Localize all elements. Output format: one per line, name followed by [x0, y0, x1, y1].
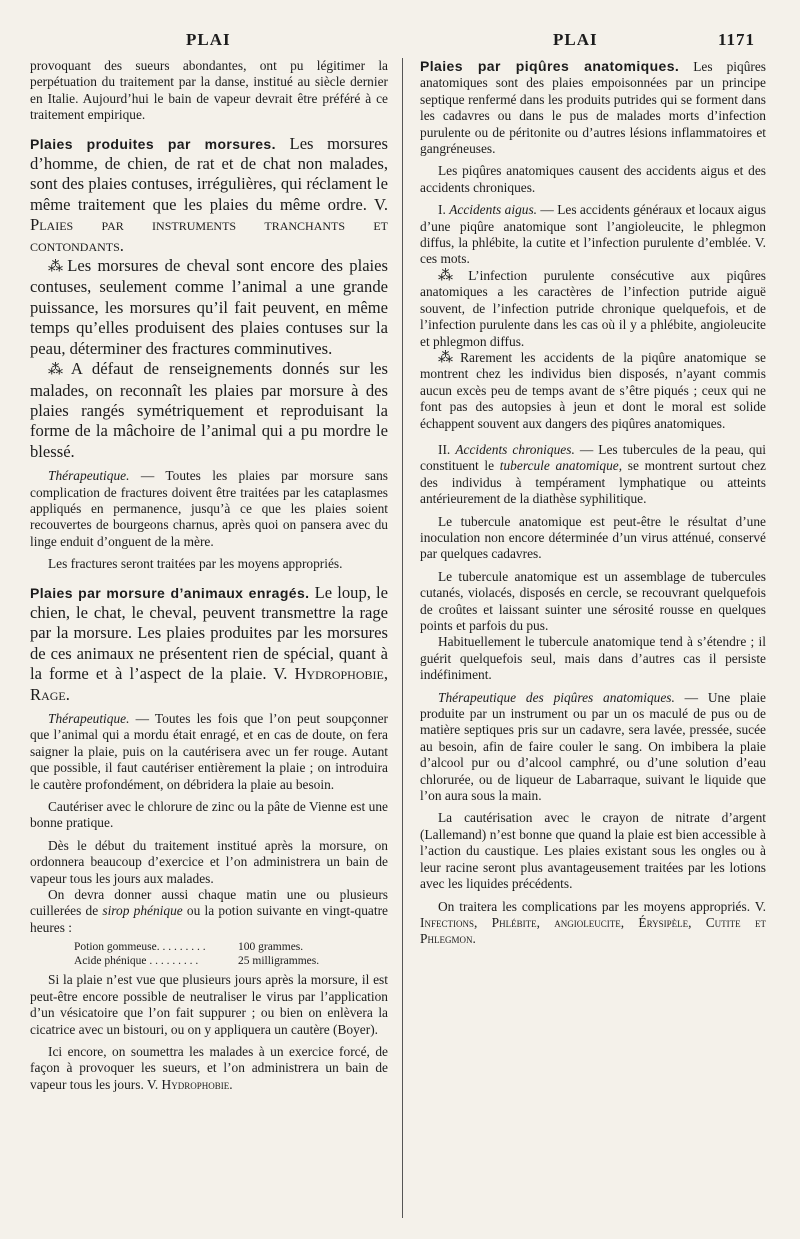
asterism-icon: ⁂	[48, 362, 67, 379]
therapeutique-block: Thérapeutique des piqûres anatomiques. — Une plaie produite par un instrument ou par un os maculé de pus ou de matière septiques pris sur un cadavre, sera lavée, pressée, sucée au besoin, afin de faire couler le sang. On imbibera la plaie d’alcool pur ou d’alcool camphré, ou d’une solution d’eau chlorurée, ou de liqueur de Labarraque, suivant le liquide que l’on aura sous la main.	[420, 689, 766, 804]
section-animaux-enrages	[30, 583, 388, 705]
paragraph: Habituellement le tubercule anatomique tend à s’étendre ; il guérit quelquefois seul, mais dans d’autres cas il persiste indéfiniment.	[420, 634, 766, 683]
left-column	[30, 58, 388, 1228]
therapeutique-label: Thérapeutique des piqûres anatomiques.	[438, 689, 675, 705]
accidents-chroniques: II. Accidents chroniques. — Les tubercules de la peau, qui constituent le tubercule anatomique, se montrent surtout chez des individus à tempérament lymphatique ou atteints antérieurement de la diathèse syphilitique.	[420, 441, 766, 507]
cross-reference: Hydrophobie.	[161, 1076, 233, 1092]
section-heading: Plaies par piqûres anatomiques.	[420, 58, 680, 74]
section-piqures	[420, 58, 766, 157]
therapeutique-block: Thérapeutique. — Toutes les plaies par morsure sans complication de fractures doivent être traitées par les cataplasmes appliqués en permanence, jusqu’à ce que les plaies soient recouvertes de bourgeons charnus, après quoi on pansera avec du linge enduit d’onguent de la mère.	[30, 468, 388, 549]
prescription-line: Potion gommeuse. . . . . . . . . 100 grammes.	[74, 941, 304, 954]
section-text: Les piqûres anatomiques sont des plaies empoisonnées par un principe septique renfermé dans les produits putrides qui se forment dans les cadavres ou dans le pus de malades morts d’infection purulente ou de péritonite ou d’autres lésions inflammatoires et gangréneuses.	[420, 59, 766, 157]
paragraph: provoquant des sueurs abondantes, ont pu légitimer la perpétuation du traitement par la danse, institué au siècle dernier en Italie. Aujourd’hui le bain de vapeur devrait être préféré à ce traitement empirique.	[30, 58, 388, 123]
subheading: Accidents chroniques.	[455, 441, 575, 457]
cross-reference: Infections, Phlébite, angioleucite, Érysipèle, Cutite et Phlegmon.	[420, 914, 766, 947]
section-text: Le loup, le chien, le chat, le cheval, peuvent transmettre la rage par la morsure. Les plaies produites par les morsures de ces animaux ne présentent rien de spécial, quant à la forme et à l’aspect de la plaie. V.	[30, 582, 388, 684]
prescription	[74, 940, 388, 968]
paragraph: On traitera les complications par les moyens appropriés. V. Infections, Phlébite, angioleucite, Érysipèle, Cutite et Phlegmon.	[420, 898, 766, 947]
therapeutique-label: Thérapeutique.	[48, 468, 130, 484]
paragraph: Ici encore, on soumettra les malades à un exercice forcé, de façon à provoquer les sueurs, et l’on administrera un bain de vapeur tous les jours. V. Hydrophobie.	[30, 1043, 388, 1092]
paragraph: Le tubercule anatomique est peut-être le résultat d’une inoculation non encore déterminée d’un virus atténué, conservé par quelques cadavres.	[420, 513, 766, 562]
running-header	[0, 30, 800, 52]
paragraph: ⁂ A défaut de renseignements donnés sur les malades, on reconnaît les plaies par morsure à des plaies rangés symétriquement et reproduisant la forme de la mâchoire de l’animal qui a pu mordre le blessé.	[30, 359, 388, 461]
paragraph: Dès le début du traitement institué après la morsure, on ordonnera beaucoup d’exercice et l’on administrera un bain de vapeur tous les jours aux malades.	[30, 837, 388, 886]
paragraph: Le tubercule anatomique est un assemblage de tubercules cutanés, violacés, disposés en cercle, se recouvrant quelquefois de croûtes et laissant suinter une sérosité rousse en quelques points et parfois du pus.	[420, 568, 766, 633]
paragraph: On devra donner aussi chaque matin une ou plusieurs cuillerées de sirop phénique ou la potion suivante en vingt-quatre heures :	[30, 887, 388, 935]
accidents-aigus: I. Accidents aigus. — Les accidents généraux et locaux aigus d’une piqûre anatomique sont l’angioleucite, le phlegmon diffus, la phlébite, la cutite et l’infection purulente d’emblée. V. ces mots.	[420, 202, 766, 267]
section-morsures	[30, 134, 388, 256]
paragraph: La cautérisation avec le crayon de nitrate d’argent (Lallemand) n’est bonne que quand la plaie est bien accessible à l’action du caustique. Les plaies existant sous les ongles ou à leur racine seront plus avantageusement traitées par les lotions avec les liquides précédents.	[420, 810, 766, 892]
therapeutique-label: Thérapeutique.	[48, 711, 130, 726]
header-left-title: PLAI	[186, 30, 231, 49]
section-heading: Plaies produites par morsures.	[30, 135, 276, 152]
asterism-icon: ⁂	[48, 259, 64, 276]
cross-reference: Hydrophobie, Rage.	[30, 664, 388, 704]
page-number: 1171	[718, 30, 756, 49]
section-text: Les morsures d’homme, de chien, de rat et de chat non malades, sont des plaies contuses, irrégulières, qui réclament le même traitement que les plaies du même ordre. V.	[30, 133, 388, 214]
therapeutique-block: Thérapeutique. — Toutes les fois que l’on peut soupçonner que l’animal qui a mordu était enragé, et en cas de doute, on fera saigner la plaie, puis on la cautérisera avec un fer rouge. Autant que possible, il faut cautériser entièrement la plaie ; on introduira le cautère profondément, on débridera la plaie au besoin.	[30, 711, 388, 792]
subheading: Accidents aigus.	[449, 202, 538, 218]
paragraph: Cautériser avec le chlorure de zinc ou la pâte de Vienne est une bonne pratique.	[30, 799, 388, 831]
paragraph: Si la plaie n’est vue que plusieurs jours après la morsure, il est peut-être encore possible de neutraliser le virus par l’application d’un vésicatoire que l’on fait suppurer ; ou bien on enlèvera la cicatrice avec un bistouri, ou on y appliquera un cautère (Boyer).	[30, 972, 388, 1037]
asterism-icon: ⁂	[438, 267, 465, 284]
section-heading: Plaies par morsure d’animaux enragés.	[30, 584, 310, 601]
paragraph: ⁂ Rarement les accidents de la piqûre anatomique se montrent chez les individus bien disposés, n’ayant commis aucun excès peu de temps avant de s’être piqués ; ceux qui ne font pas des autopsies à jeun et dont le moral est solide échappent souvent aux dangers des piqûres anatomiques.	[420, 349, 766, 431]
paragraph: ⁂ Les morsures de cheval sont encore des plaies contuses, seulement comme l’animal a une grande puissance, les morsures qu’il fait peuvent, en même temps qu’elles produisent des plaies contuses sur la peau, déterminer des fractures comminutives.	[30, 256, 388, 358]
column-divider	[402, 58, 403, 1218]
paragraph: Les fractures seront traitées par les moyens appropriés.	[48, 556, 343, 572]
prescription-line: Acide phénique . . . . . . . . . 25 milligrammes.	[74, 955, 320, 968]
asterism-icon: ⁂	[438, 349, 457, 366]
right-column	[420, 58, 766, 1228]
paragraph: ⁂ L’infection purulente consécutive aux piqûres anatomiques a les caractères de l’infection putride aiguë souvent, de l’infection putride chronique quelquefois, et de l’infection purulente dans les cas où il y a phlébite, angioleucite et phlegmon diffus.	[420, 267, 766, 349]
paragraph: Les piqûres anatomiques causent des accidents aigus et des accidents chroniques.	[420, 163, 766, 195]
cross-reference: Plaies par instruments tranchants et contondants.	[30, 215, 388, 255]
header-right-title: PLAI	[553, 30, 598, 49]
